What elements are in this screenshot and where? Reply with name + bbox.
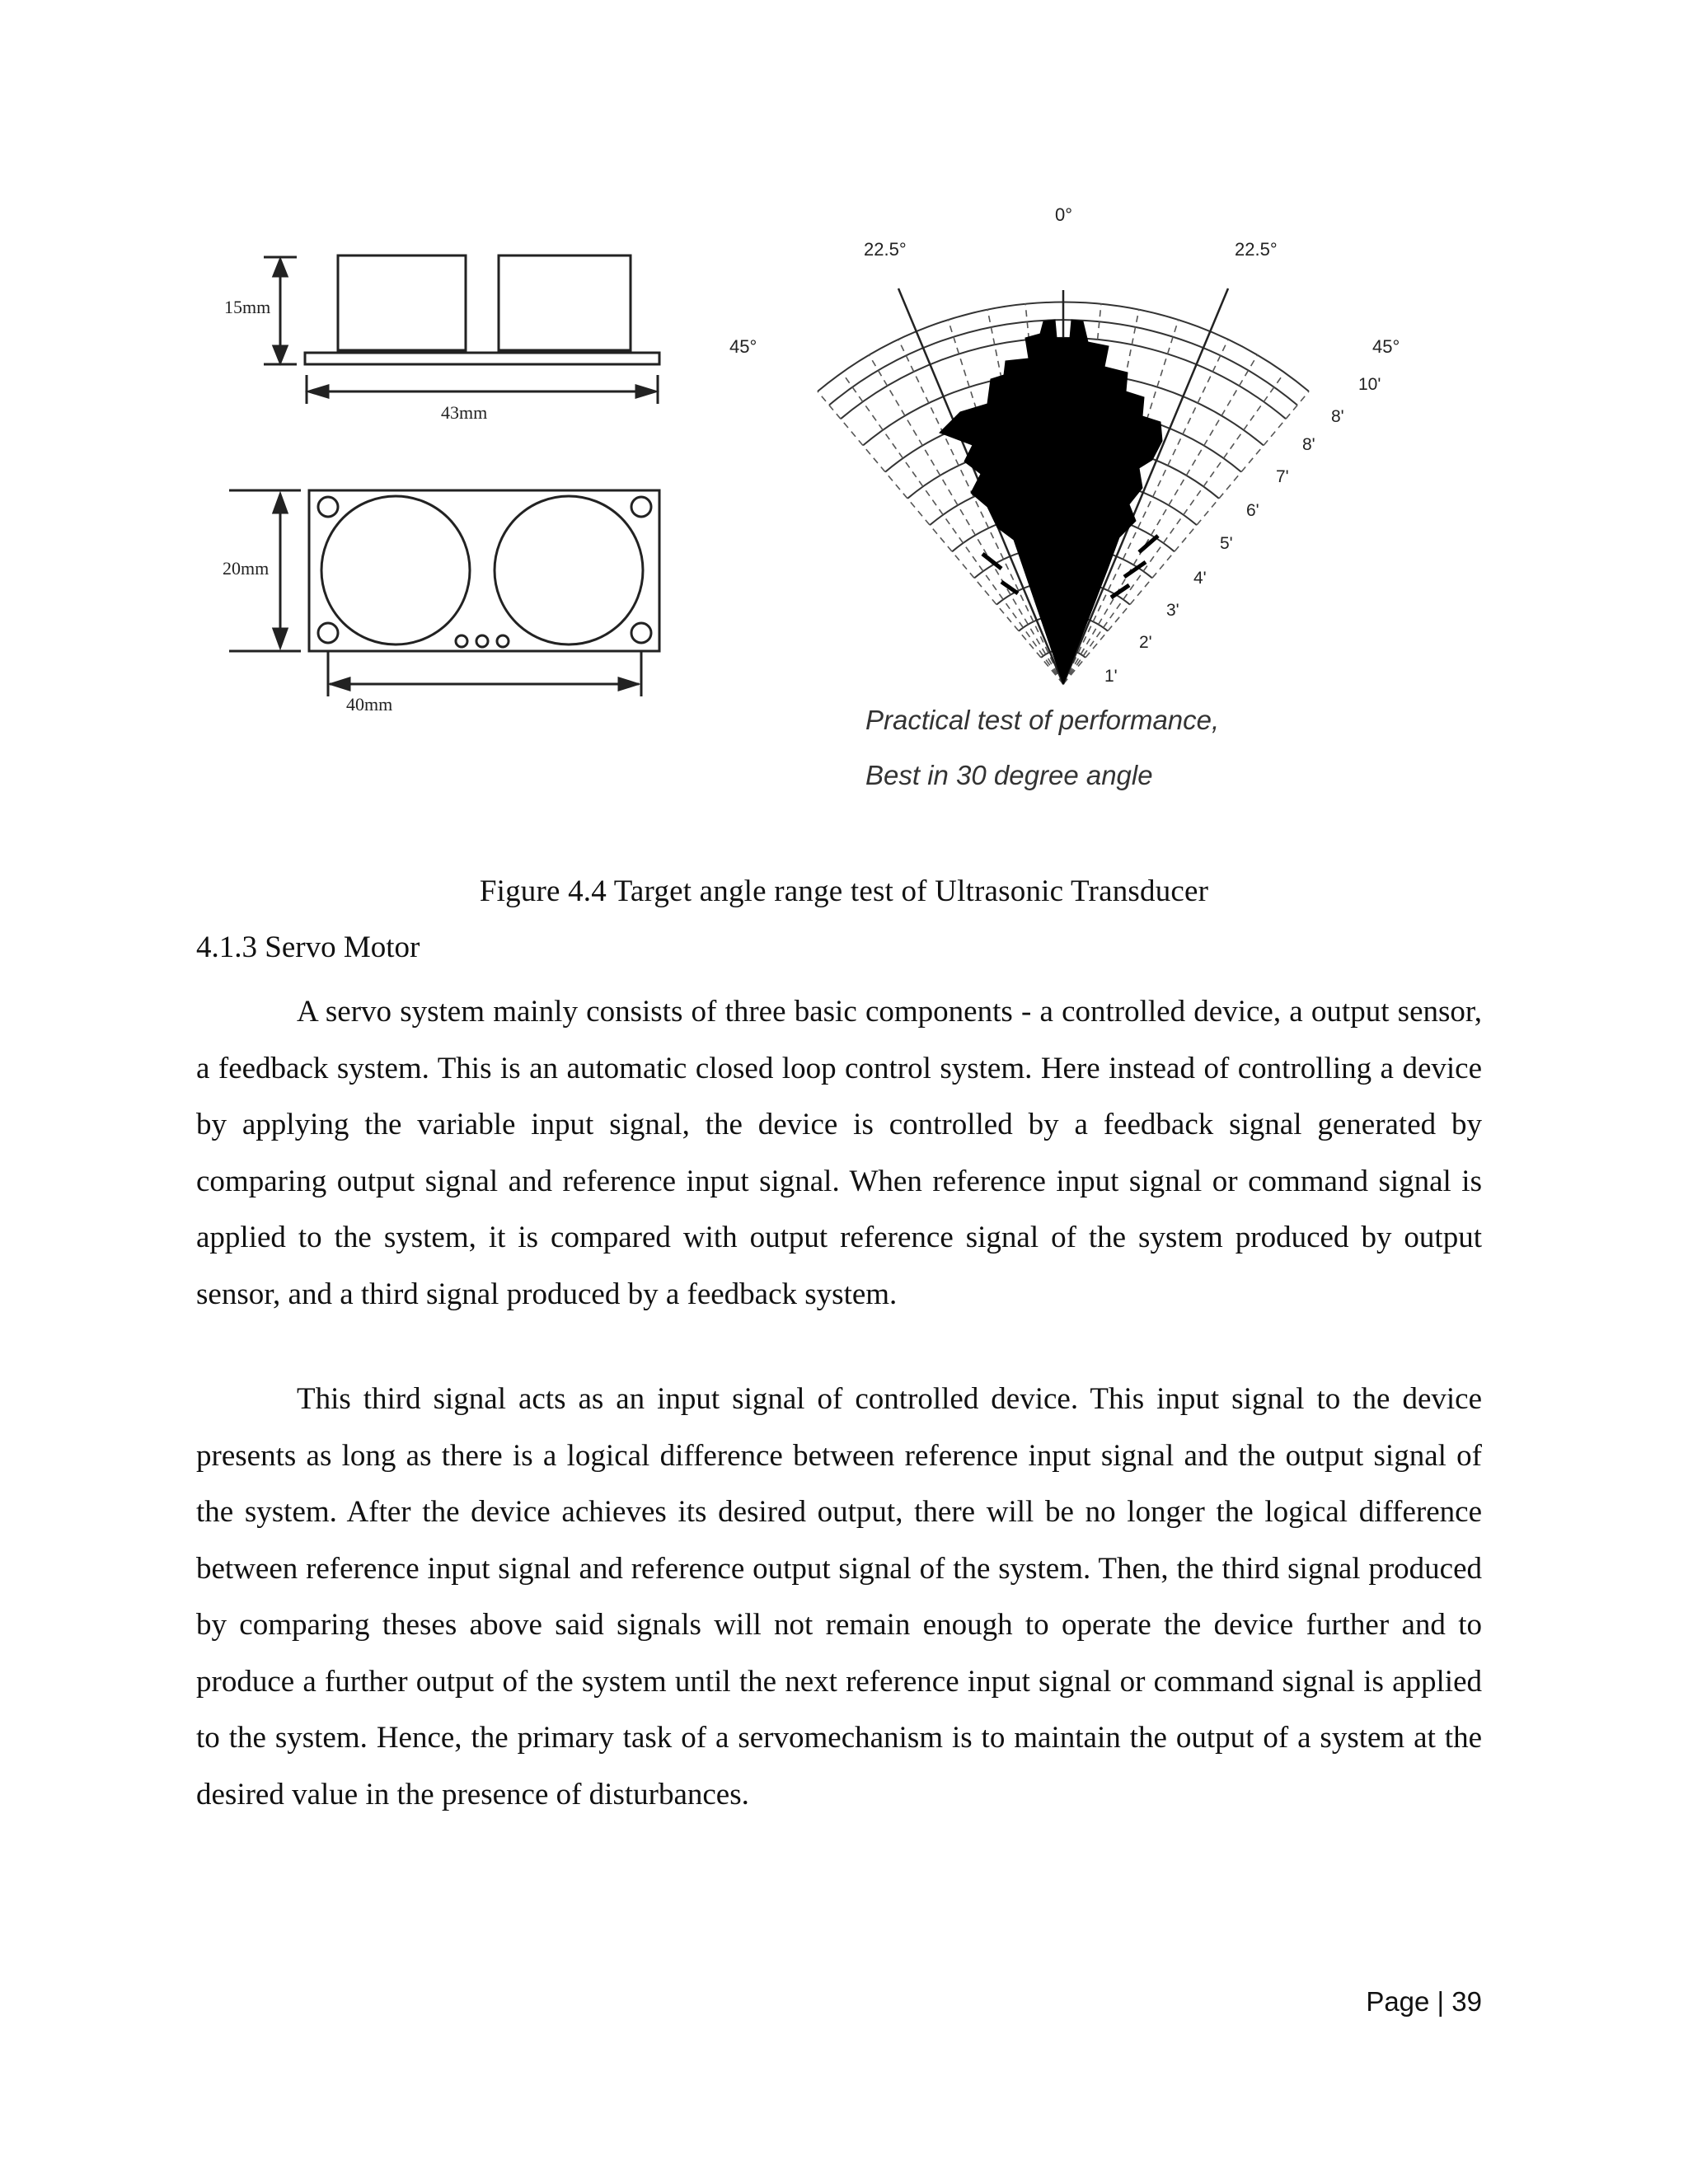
range-label-4: 4' <box>1193 569 1207 588</box>
angle-label-center: 0° <box>1055 204 1073 225</box>
transducer-cylinder-right <box>499 255 631 350</box>
range-label-1: 1' <box>1104 667 1118 686</box>
range-label-6: 6' <box>1246 501 1259 520</box>
pin-2 <box>476 635 488 647</box>
range-label-10: 10' <box>1358 375 1381 394</box>
angle-label-left-inner: 22.5° <box>864 239 907 260</box>
beam-pattern-diagram <box>818 288 1309 684</box>
figure-caption: Figure 4.4 Target angle range test of Ultrasonic Transducer <box>479 874 1209 908</box>
figure-note-line1: Practical test of performance, <box>865 705 1220 735</box>
figure-note-line2: Best in 30 degree angle <box>865 760 1153 790</box>
range-label-5: 5' <box>1220 534 1233 553</box>
range-label-9: 8' <box>1331 407 1344 426</box>
section-heading: 4.1.3 Servo Motor <box>196 930 420 964</box>
range-label-2: 2' <box>1139 633 1152 652</box>
beam-lobe <box>940 320 1162 684</box>
transducer-side-view <box>264 255 659 404</box>
pin-3 <box>497 635 509 647</box>
page-number: Page | 39 <box>1366 1986 1482 2017</box>
mount-hole-br <box>631 623 651 643</box>
mount-hole-tl <box>318 497 338 517</box>
label-height-top: 20mm <box>223 558 270 579</box>
label-height-side: 15mm <box>224 297 271 317</box>
transducer-top-view <box>229 490 659 696</box>
range-label-8: 8' <box>1302 435 1315 454</box>
paragraph-third-signal: This third signal acts as an input signal of controlled device. This input signal to the device presents as long as there is a logical difference between reference input signal and the output signal of the system. After the device achieves its desired output, there will be no longer the logical difference between reference input signal and reference output signal of the system. Then, the third signal produced by comparing theses above said signals will not remain enough to operate the device further and to produce a further output of the system until the next reference input signal or command signal is applied to the system. Hence, the primary task of a servomechanism is to maintain the output of a system at the desired value in the presence of disturbances. <box>196 1382 1482 1811</box>
mount-hole-bl <box>318 623 338 643</box>
pin-1 <box>456 635 467 647</box>
figure-4-4 <box>190 190 1442 841</box>
figure-drawing <box>190 190 1442 841</box>
paragraph-servo-system: A servo system mainly consists of three basic components - a controlled device, a output sensor, a feedback system. This is an automatic closed loop control system. Here instead of controlling a device by applying the variable input signal, the device is controlled by a feedback signal generated by comparing output signal and reference input signal. When reference input signal or command signal is applied to the system, it is compared with output reference signal of the system produced by output sensor, and a third signal produced by a feedback system. <box>196 995 1482 1311</box>
transducer-top-board <box>309 490 659 651</box>
mount-hole-tr <box>631 497 651 517</box>
label-length-side: 43mm <box>441 402 488 423</box>
transducer-eye-left <box>321 496 470 644</box>
angle-label-left-outer: 45° <box>729 336 757 357</box>
range-label-7: 7' <box>1276 467 1289 486</box>
label-length-top: 40mm <box>346 694 393 715</box>
transducer-board <box>305 353 659 364</box>
transducer-cylinder-left <box>338 255 466 350</box>
angle-label-right-outer: 45° <box>1372 336 1400 357</box>
range-label-3: 3' <box>1166 601 1179 620</box>
transducer-eye-right <box>495 496 643 644</box>
angle-label-right-inner: 22.5° <box>1235 239 1278 260</box>
